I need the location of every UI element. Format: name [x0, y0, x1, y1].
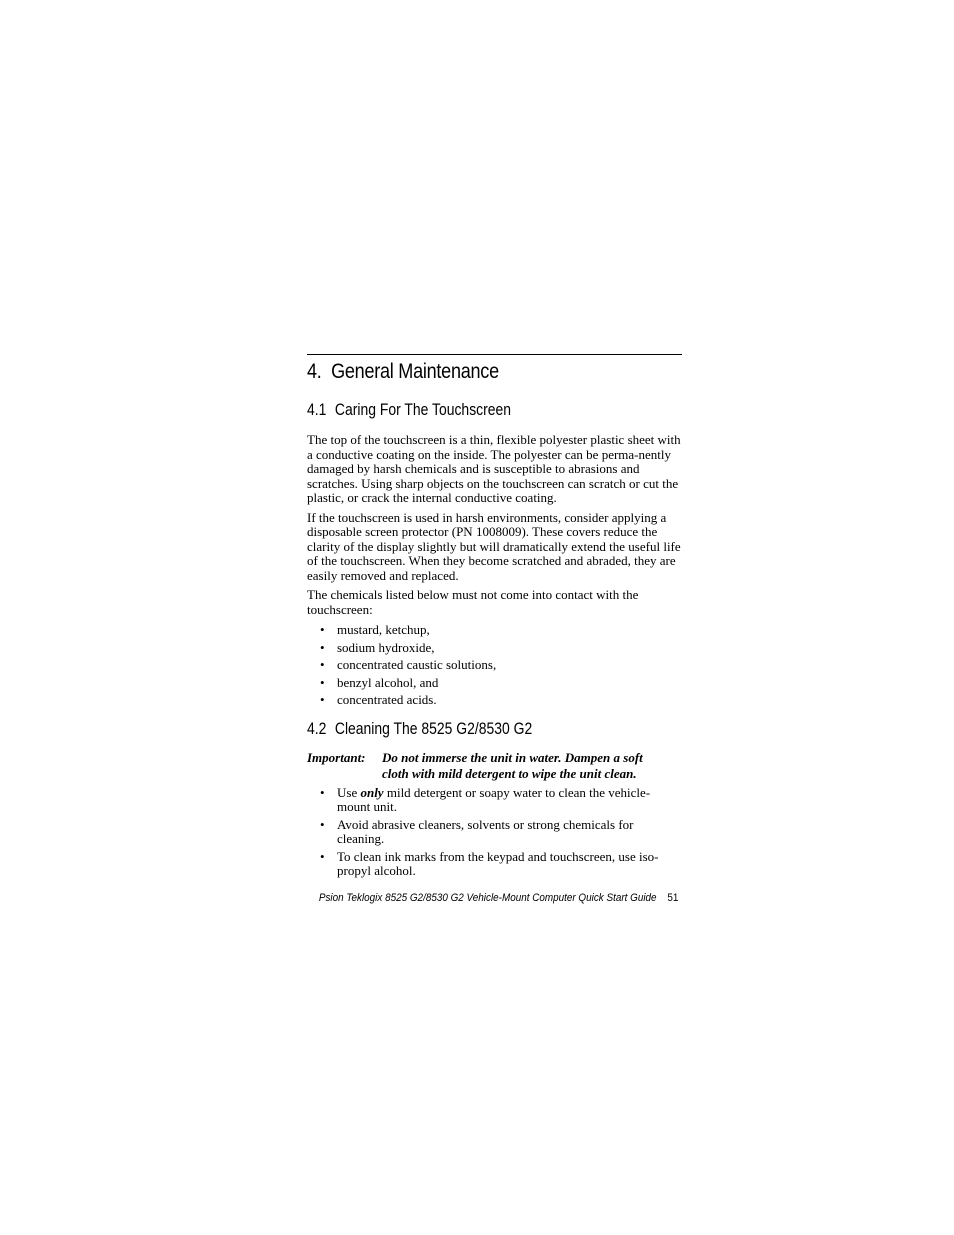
emphasis: only: [360, 784, 384, 800]
bullet-icon: •: [320, 816, 325, 832]
paragraph: If the touchscreen is used in harsh environments, consider applying a disposable screen protector (PN 1008009). These covers reduce the clarity of the display slightly but will dramatically extend the useful life of the touchscreen. When they become scratched and abraded, they are easily removed and replaced.: [307, 509, 681, 583]
list-item: • concentrated caustic solutions,: [320, 657, 497, 672]
document-page: [307, 354, 682, 904]
list-item: • sodium hydroxide,: [320, 639, 435, 655]
chapter-title: General Maintenance: [331, 360, 499, 383]
bullet-icon: •: [320, 657, 325, 672]
page-footer: [318, 891, 683, 904]
chapter-number: 4.: [307, 360, 322, 383]
bullet-icon: •: [320, 639, 325, 655]
important-text: Do not immerse the unit in water. Dampen a soft cloth with mild detergent to wipe the unit clean.: [382, 749, 643, 781]
list-item: • Use only mild detergent or soapy water to clean the vehicle-mount unit.: [320, 784, 651, 814]
important-label: Important:: [307, 749, 366, 765]
chemicals-list: [307, 623, 682, 708]
paragraph: The chemicals listed below must not come into contact with the touchscreen:: [307, 587, 639, 617]
bullet-icon: •: [320, 848, 325, 864]
section-heading-4-1: [307, 399, 615, 421]
section-number: 4.1: [307, 400, 327, 419]
footer-title: Psion Teklogix 8525 G2/8530 G2 Vehicle-Mount Computer Quick Start Guide: [318, 891, 657, 904]
section-heading-4-2: [307, 718, 615, 740]
list-item: • mustard, ketchup,: [320, 622, 430, 637]
section-title: Caring For The Touchscreen: [334, 400, 512, 419]
bullet-icon: •: [320, 692, 325, 707]
section-title: Cleaning The 8525 G2/8530 G2: [334, 718, 533, 738]
paragraph: The top of the touchscreen is a thin, flexible polyester plastic sheet with a conductive coating on the inside. The polyester can be perma-nently damaged by harsh chemicals and is susceptible to abrasions and scratches. Using sharp objects on the touchscreen can scratch or cut the plastic, or crack the internal conductive coating.: [307, 432, 681, 505]
page-number: 51: [667, 891, 679, 904]
cleaning-list: [307, 786, 682, 879]
bullet-icon: •: [320, 674, 325, 690]
bullet-icon: •: [320, 622, 325, 637]
important-note: [307, 750, 682, 782]
bullet-icon: •: [320, 784, 325, 800]
list-item: • benzyl alcohol, and: [320, 674, 439, 690]
section-number: 4.2: [307, 718, 327, 738]
list-item: • Avoid abrasive cleaners, solvents or strong chemicals for cleaning.: [320, 816, 634, 846]
chapter-heading: [307, 355, 630, 385]
list-item: • To clean ink marks from the keypad and touchscreen, use iso-propyl alcohol.: [320, 848, 659, 878]
list-item: • concentrated acids.: [320, 692, 437, 707]
